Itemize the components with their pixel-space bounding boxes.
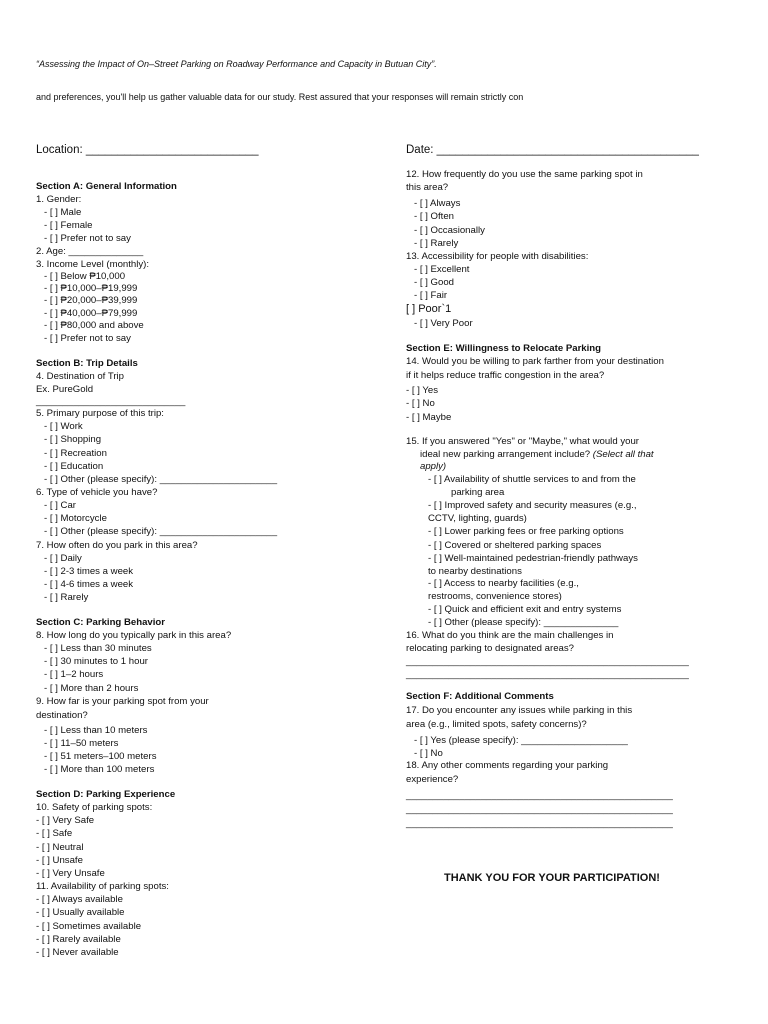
- survey-line: [36, 801, 152, 814]
- survey-line: [36, 906, 125, 919]
- survey-line: [414, 289, 447, 302]
- line-text: 6. Type of vehicle you have?: [36, 487, 158, 498]
- survey-line: [44, 473, 277, 486]
- survey-line: [44, 763, 154, 776]
- survey-line: [414, 210, 454, 223]
- line-text: - [ ] 1–2 hours: [44, 669, 104, 680]
- survey-line: [428, 512, 527, 525]
- line-text: - [ ] Always: [414, 198, 461, 209]
- survey-line: [406, 718, 587, 731]
- line-text: - [ ] 4-6 times a week: [44, 579, 134, 590]
- italic-note: (Select all that: [590, 449, 654, 460]
- survey-line: [406, 435, 639, 448]
- line-text: - [ ] 2-3 times a week: [44, 566, 134, 577]
- line-text: 17. Do you encounter any issues while parking in this: [406, 705, 633, 716]
- line-text: _____________________________________________________: [406, 669, 689, 680]
- survey-line: [414, 276, 454, 289]
- survey-line: [36, 539, 198, 552]
- section-heading: [36, 616, 165, 629]
- line-text: - [ ] Lower parking fees or free parking options: [428, 526, 624, 537]
- line-text: this area?: [406, 182, 449, 193]
- line-text: __________________________________________________: [406, 818, 673, 829]
- survey-line: [406, 369, 604, 382]
- line-text: Section A: General Information: [36, 181, 177, 192]
- survey-line: [406, 668, 689, 681]
- line-text: Section D: Parking Experience: [36, 789, 176, 800]
- date-field: Date: _________________________________________: [406, 144, 699, 156]
- section-heading: [36, 357, 138, 370]
- line-text: - [ ] Car: [44, 500, 76, 511]
- line-text: 1. Gender:: [36, 194, 82, 205]
- line-text: parking area: [451, 487, 505, 498]
- thank-you-note: THANK YOU FOR YOUR PARTICIPATION!: [444, 872, 660, 884]
- survey-line: [428, 577, 579, 590]
- survey-line: [44, 219, 93, 232]
- survey-line: [36, 193, 81, 206]
- survey-line: [406, 250, 588, 263]
- line-text: - [ ] No: [414, 748, 443, 759]
- survey-line: [420, 460, 446, 473]
- line-text: - [ ] Occasionally: [414, 225, 485, 236]
- survey-line: [36, 245, 143, 258]
- survey-line: [44, 578, 133, 591]
- survey-line: [428, 525, 624, 538]
- survey-line: [36, 827, 72, 840]
- survey-line: [451, 486, 504, 499]
- line-text: - [ ] Covered or sheltered parking spaces: [428, 540, 602, 551]
- line-text: - [ ] Very Unsafe: [36, 868, 105, 879]
- line-text: relocating parking to designated areas?: [406, 643, 575, 654]
- survey-line: [44, 294, 137, 307]
- survey-line: [36, 709, 88, 722]
- line-text: - [ ] Very Poor: [414, 318, 473, 329]
- survey-line: [406, 655, 689, 668]
- survey-line: [36, 920, 141, 933]
- location-field: Location: ___________________________: [36, 144, 259, 156]
- survey-line: [36, 933, 121, 946]
- survey-line: [406, 411, 451, 424]
- line-text: - [ ] Yes: [406, 385, 438, 396]
- survey-line: [414, 263, 469, 276]
- survey-line: [44, 447, 107, 460]
- line-text: 5. Primary purpose of this trip:: [36, 408, 164, 419]
- line-text: - [ ] Prefer not to say: [44, 333, 131, 344]
- survey-line: [414, 317, 473, 330]
- line-text: Ex. PureGold: [36, 384, 94, 395]
- line-text: - [ ] Usually available: [36, 907, 125, 918]
- line-text: - [ ] Never available: [36, 947, 119, 958]
- survey-line: [406, 759, 608, 772]
- line-text: - [ ] Sometimes available: [36, 921, 142, 932]
- line-text: - [ ] Female: [44, 220, 93, 231]
- line-text: - [ ] Below ₱10,000: [44, 271, 126, 282]
- line-text: - [ ] Recreation: [44, 448, 107, 459]
- survey-line: [36, 370, 124, 383]
- line-text: 18. Any other comments regarding your parking: [406, 760, 609, 771]
- line-text: 11. Availability of parking spots:: [36, 881, 169, 892]
- survey-line: [36, 841, 83, 854]
- line-text: destination?: [36, 710, 88, 721]
- survey-line: [406, 789, 673, 802]
- survey-line: [406, 384, 438, 397]
- survey-line: [414, 237, 458, 250]
- survey-line: [414, 197, 460, 210]
- survey-line: [36, 695, 209, 708]
- line-text: - [ ] Good: [414, 277, 454, 288]
- line-text: - [ ] Very Safe: [36, 815, 95, 826]
- survey-line: [414, 734, 628, 747]
- survey-line: [44, 668, 103, 681]
- line-text: - [ ] Quick and efficient exit and entry systems: [428, 604, 622, 615]
- survey-line: [44, 552, 82, 565]
- survey-line: [428, 473, 636, 486]
- line-text: _____________________________________________________: [406, 656, 689, 667]
- survey-line: [406, 629, 613, 642]
- line-text: - [ ] Less than 30 minutes: [44, 643, 152, 654]
- line-text: - [ ] Other (please specify): ______________________: [44, 526, 278, 537]
- line-text: - [ ] Always available: [36, 894, 123, 905]
- survey-intro: and preferences, you'll help us gather valuable data for our study. Rest assured that your responses will remain strictly con: [36, 92, 524, 102]
- survey-line: [36, 946, 119, 959]
- survey-line: [406, 803, 673, 816]
- survey-line: [36, 814, 94, 827]
- survey-line: [406, 181, 448, 194]
- line-text: - [ ] ₱20,000–₱39,999: [44, 295, 138, 306]
- survey-line: [44, 460, 103, 473]
- line-text: 10. Safety of parking spots:: [36, 802, 153, 813]
- line-text: area (e.g., limited spots, safety concerns)?: [406, 719, 587, 730]
- survey-line: [36, 407, 164, 420]
- survey-line: [44, 499, 76, 512]
- survey-line: [420, 448, 654, 461]
- line-text: - [ ] Rarely available: [36, 934, 121, 945]
- survey-line: [44, 642, 152, 655]
- survey-line: [44, 682, 138, 695]
- survey-line: [36, 880, 169, 893]
- line-text: Section F: Additional Comments: [406, 691, 554, 702]
- survey-line: [406, 355, 664, 368]
- survey-line: [44, 565, 133, 578]
- survey-line: [36, 854, 83, 867]
- italic-note: apply): [420, 461, 447, 472]
- line-text: - [ ] 30 minutes to 1 hour: [44, 656, 148, 667]
- line-text: - [ ] Improved safety and security measures (e.g.,: [428, 500, 637, 511]
- line-text: ideal new parking arrangement include?: [420, 449, 591, 460]
- line-text: 7. How often do you park in this area?: [36, 540, 198, 551]
- line-text: 4. Destination of Trip: [36, 371, 124, 382]
- line-text: - [ ] Education: [44, 461, 104, 472]
- line-text: - [ ] ₱10,000–₱19,999: [44, 283, 138, 294]
- survey-line: [44, 525, 277, 538]
- line-text: - [ ] Motorcycle: [44, 513, 107, 524]
- survey-line: [406, 642, 574, 655]
- line-text: - [ ] Rarely: [44, 592, 89, 603]
- line-text: - [ ] Availability of shuttle services to and from the: [428, 474, 636, 485]
- survey-line: [406, 773, 458, 786]
- survey-line: [428, 552, 638, 565]
- survey-line: [44, 332, 131, 345]
- line-text: - [ ] ₱40,000–₱79,999: [44, 308, 138, 319]
- survey-line: [406, 704, 632, 717]
- line-text: - [ ] Yes (please specify): ____________________: [414, 735, 628, 746]
- survey-line: [44, 512, 107, 525]
- line-text: 8. How long do you typically park in this area?: [36, 630, 232, 641]
- line-text: - [ ] Work: [44, 421, 83, 432]
- survey-line: [44, 737, 118, 750]
- survey-line: [406, 817, 673, 830]
- line-text: 3. Income Level (monthly):: [36, 259, 150, 270]
- line-text: 16. What do you think are the main challenges in: [406, 630, 614, 641]
- survey-line: [36, 486, 157, 499]
- survey-line: [44, 724, 147, 737]
- survey-line: [428, 590, 562, 603]
- line-text: - [ ] Rarely: [414, 238, 459, 249]
- line-text: 13. Accessibility for people with disabilities:: [406, 251, 589, 262]
- line-text: __________________________________________________: [406, 790, 673, 801]
- survey-line: [406, 397, 435, 410]
- survey-line: [428, 539, 601, 552]
- line-text: Section B: Trip Details: [36, 358, 138, 369]
- survey-title: “Assessing the Impact of On–Street Parking on Roadway Performance and Capacity in Butuan City”.: [36, 59, 437, 69]
- line-text: - [ ] ₱80,000 and above: [44, 320, 144, 331]
- survey-line: [44, 433, 101, 446]
- survey-line: [406, 303, 451, 316]
- line-text: - [ ] Neutral: [36, 842, 84, 853]
- line-text: restrooms, convenience stores): [428, 591, 562, 602]
- section-heading: [406, 342, 601, 355]
- line-text: 12. How frequently do you use the same parking spot in: [406, 169, 643, 180]
- survey-line: [36, 893, 123, 906]
- section-heading: [36, 180, 177, 193]
- line-text: ____________________________: [36, 396, 186, 407]
- line-text: - [ ] Male: [44, 207, 82, 218]
- line-text: - [ ] Fair: [414, 290, 448, 301]
- survey-line: [44, 591, 88, 604]
- survey-line: [36, 629, 231, 642]
- line-text: if it helps reduce traffic congestion in the area?: [406, 370, 605, 381]
- line-text: - [ ] Excellent: [414, 264, 470, 275]
- survey-line: [406, 168, 643, 181]
- line-text: to nearby destinations: [428, 566, 522, 577]
- survey-line: [428, 499, 636, 512]
- line-text: 14. Would you be willing to park farther from your destination: [406, 356, 664, 367]
- line-text: Section C: Parking Behavior: [36, 617, 166, 628]
- survey-line: [44, 206, 81, 219]
- line-text: - [ ] Shopping: [44, 434, 102, 445]
- survey-line: [44, 420, 83, 433]
- survey-line: [428, 603, 621, 616]
- survey-line: [44, 655, 148, 668]
- line-text: - [ ] Daily: [44, 553, 82, 564]
- line-text: - [ ] 11–50 meters: [44, 738, 119, 749]
- line-text: - [ ] Other (please specify): ______________________: [44, 474, 278, 485]
- section-heading: [406, 690, 554, 703]
- line-text: - [ ] Maybe: [406, 412, 452, 423]
- line-text: experience?: [406, 774, 459, 785]
- survey-line: [44, 319, 144, 332]
- line-text: - [ ] Prefer not to say: [44, 233, 131, 244]
- line-text: - [ ] No: [406, 398, 435, 409]
- line-text: [ ] Poor`1: [406, 303, 452, 315]
- section-heading: [36, 788, 175, 801]
- line-text: - [ ] Unsafe: [36, 855, 83, 866]
- line-text: - [ ] Often: [414, 211, 454, 222]
- survey-line: [44, 232, 131, 245]
- line-text: 2. Age: ______________: [36, 246, 144, 257]
- line-text: - [ ] Less than 10 meters: [44, 725, 148, 736]
- line-text: - [ ] Well-maintained pedestrian-friendly pathways: [428, 553, 638, 564]
- line-text: Section E: Willingness to Relocate Parking: [406, 343, 602, 354]
- line-text: CCTV, lighting, guards): [428, 513, 527, 524]
- survey-line: [414, 224, 485, 237]
- survey-line: [36, 867, 105, 880]
- survey-line: [44, 750, 157, 763]
- line-text: - [ ] More than 2 hours: [44, 683, 139, 694]
- line-text: - [ ] Safe: [36, 828, 73, 839]
- line-text: 9. How far is your parking spot from your: [36, 696, 209, 707]
- line-text: - [ ] More than 100 meters: [44, 764, 155, 775]
- line-text: - [ ] Other (please specify): ______________: [428, 617, 619, 628]
- line-text: - [ ] Access to nearby facilities (e.g.,: [428, 578, 579, 589]
- survey-line: [428, 616, 618, 629]
- line-text: - [ ] 51 meters–100 meters: [44, 751, 157, 762]
- line-text: __________________________________________________: [406, 804, 673, 815]
- line-text: 15. If you answered "Yes" or "Maybe," what would your: [406, 436, 639, 447]
